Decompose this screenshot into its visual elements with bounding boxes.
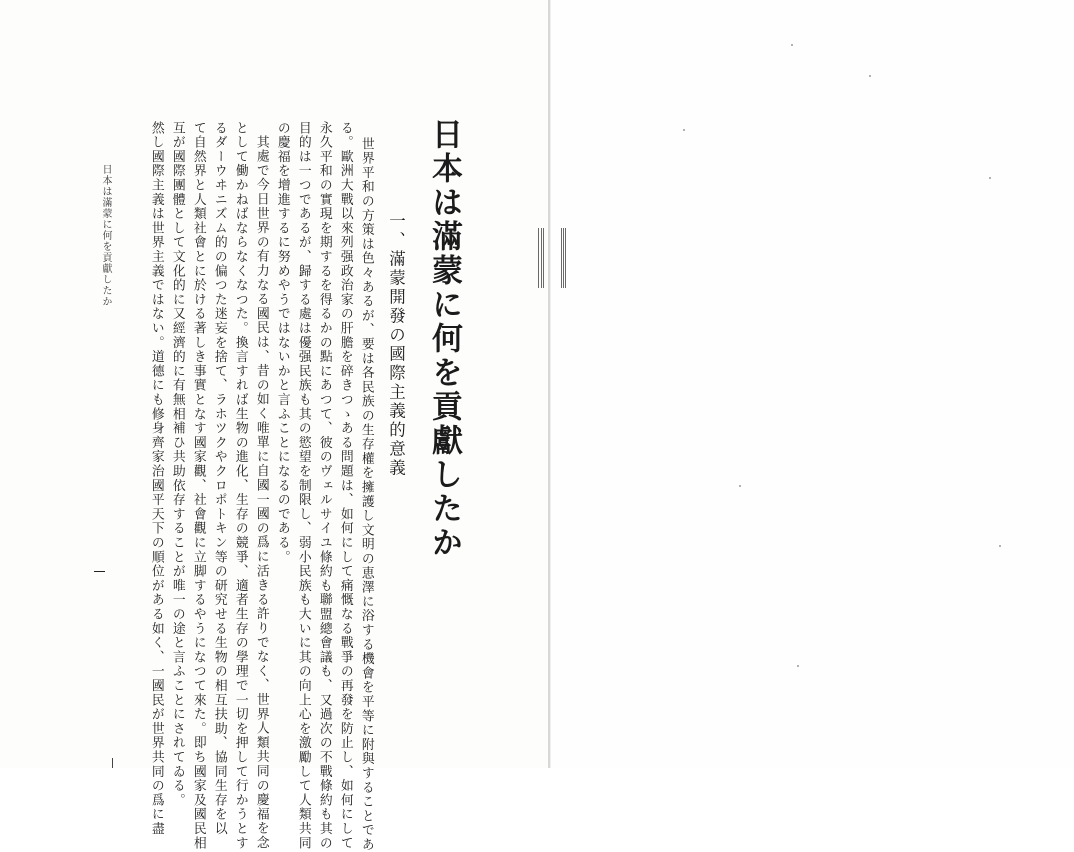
- scan-speck: [739, 485, 741, 487]
- body-column: 互が國際團體として文化的に又經濟的に有無相補ひ共助依存することが唯一の途と言ふことにされてゐる。: [169, 121, 185, 808]
- scan-speck: [797, 665, 799, 667]
- scan-speck: [791, 44, 793, 46]
- body-column: 其處で今日世界の有力なる國民は、昔の如く唯單に自國一國の爲に活きる許りでなく、世界人類共同の慶福を念: [253, 135, 269, 850]
- bleed-through-mark: [538, 228, 544, 288]
- page-title: 日本は滿蒙に何を貢獻したか: [426, 118, 462, 560]
- section-heading: 一、滿蒙開發の國際主義的意義: [386, 212, 406, 478]
- body-column: 永久平和の實現を期するを得るかの點にあつて、彼のヴェルサイユ條約も聯盟總會議も、又過次の不戰條約も其の: [316, 121, 332, 851]
- scan-speck: [683, 129, 685, 131]
- scan-speck: [989, 177, 991, 179]
- bleed-through-mark: [561, 228, 567, 288]
- body-column: るダーウヰニズム的の偏つた迷妄を捨て、ラホツクやクロポトキン等の研究せる生物の相互扶助、協同生存を以: [211, 121, 227, 836]
- right-page: [551, 0, 1074, 768]
- body-column: る。歐洲大戰以來列强政治家の肝膽を碎きつゝある問題は、如何にして痛慨なる戰爭の再發を防止し、如何にして: [337, 121, 353, 851]
- body-column: 世界平和の方策は色々あるが、要は各民族の生存權を擁護し文明の恵澤に浴する機會を平等に附與することであ: [358, 137, 374, 852]
- body-column: て自然界と人類社會とに於ける著しき事實となす國家觀、社會觀に立脚するやうになつて來た。即ち國家及國民相: [190, 121, 206, 851]
- body-column: の慶福を增進するに努めやうではないかと言ふことになるのである。: [274, 121, 290, 565]
- body-column: 目的は一つであるが、歸する處は優强民族も其の慾望を制限し、弱小民族も大いに其の向上心を激勵して人類共同: [295, 121, 311, 851]
- scan-speck: [999, 545, 1001, 547]
- body-column: として働かねばならなくなつた。換言すれば生物の進化、生存の競爭、適者生存の學理で一切を押して行かうとす: [232, 121, 248, 851]
- scan-mark: [112, 758, 113, 768]
- scan-speck: [869, 75, 871, 77]
- body-column: 然し國際主義は世界主義ではない。道德にも修身齊家治國平天下の順位がある如く、一國民が世界共同の爲に盡: [148, 121, 164, 836]
- page-number: [94, 571, 105, 572]
- running-footer: 日本は滿蒙に何を貢獻したか: [100, 164, 111, 307]
